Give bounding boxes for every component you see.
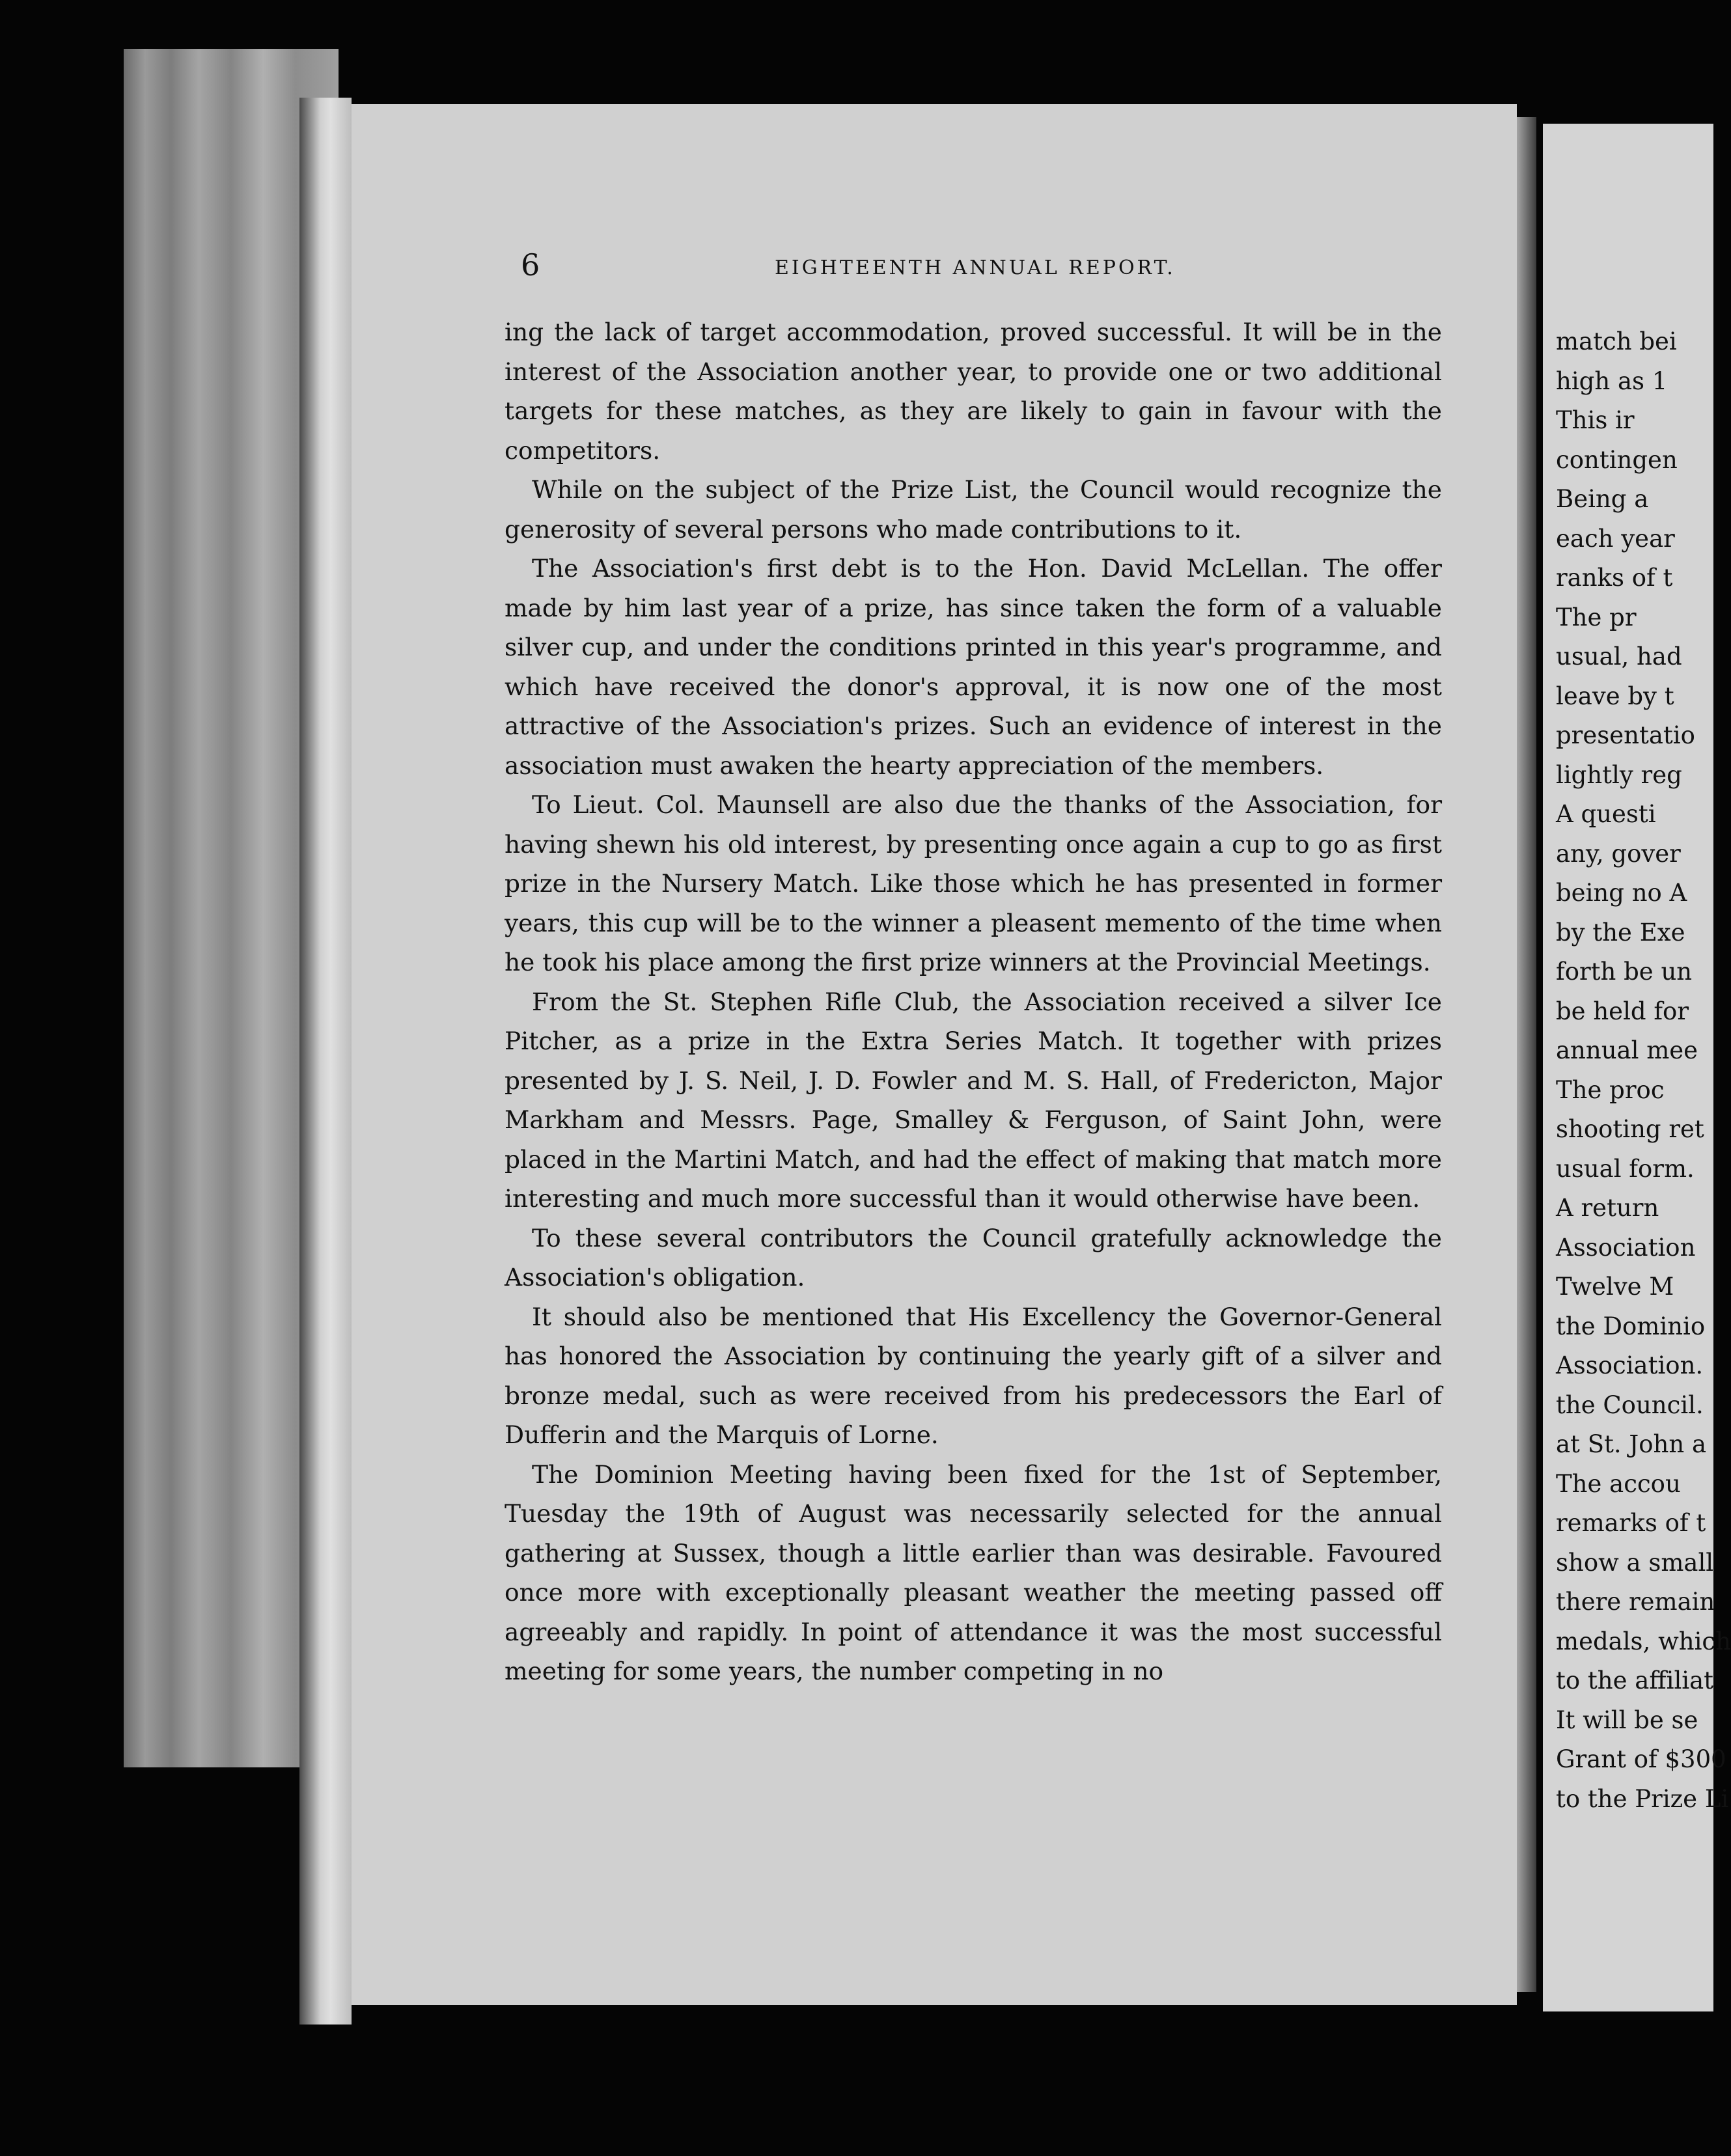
paragraph: The Dominion Meeting having been fixed for the 1st of September, Tuesday the 19th of August was necessarily selected for the annual gathering at Sussex, though a little earlier than was desirable. Favoured once more with exceptionally pleasant weather the meeting passed off agreeably and rapidly. In point of attendance it was the most successful meeting for some years, the number competing in no <box>505 1459 1442 1685</box>
right-page-line: to the affiliat <box>1556 1666 1714 1694</box>
right-page-line: A questi <box>1556 800 1656 828</box>
right-page-line: the Dominio <box>1556 1312 1706 1340</box>
right-page-line: usual form. <box>1556 1154 1695 1183</box>
right-page-line: annual mee <box>1556 1036 1698 1064</box>
right-page-line: Association <box>1556 1233 1696 1262</box>
right-page-line: This ir <box>1556 406 1635 434</box>
right-page-line: be held for <box>1556 997 1689 1025</box>
paragraph: It should also be mentioned that His Excellency the Governor-General has honored the Association by continuing the yearly gift of a silver and bronze medal, such as were received from his predecessors the Earl of Dufferin and the Marquis of Lorne. <box>505 1302 1442 1449</box>
paragraph: To these several contributors the Council gratefully acknowledge the Association's obligation. <box>505 1223 1442 1292</box>
right-page-line: match bei <box>1556 327 1677 355</box>
right-page-line: being no A <box>1556 879 1687 907</box>
right-page-line: lightly reg <box>1556 760 1682 789</box>
right-page-line: each year <box>1556 524 1675 553</box>
right-page-line: by the Exe <box>1556 918 1685 947</box>
right-page-line: The pr <box>1556 603 1637 631</box>
paragraph: The Association's first debt is to the Hon. David McLellan. The offer made by him last year of a prize, has since taken the form of a valuable silver cup, and under the conditions printed in this year's programme, and which have received the donor's approval, it is now one of the most attractive of the Association's prizes. Such an evidence of interest in the association must awaken the hearty appreciation of the members. <box>505 554 1442 780</box>
paragraph: ing the lack of target accommodation, proved successful. It will be in the interest of the Association another year, to provide one or two additional targets for these matches, as they are likely to gain in favour with the competitors. <box>505 318 1442 465</box>
right-page-fragments <box>1556 322 1731 1819</box>
paragraph: While on the subject of the Prize List, the Council would recognize the generosity of several persons who made contributions to it. <box>505 475 1442 544</box>
right-page-line: the Council. <box>1556 1390 1704 1419</box>
right-page-line: there remain <box>1556 1588 1715 1616</box>
right-page-line: Grant of $300 <box>1556 1745 1726 1773</box>
right-page-line: leave by t <box>1556 682 1674 710</box>
left-page-body <box>505 312 1442 1691</box>
paragraph: To Lieut. Col. Maunsell are also due the thanks of the Association, for having shewn his old interest, by presenting once again a cup to go as first prize in the Nursery Match. Like those which he has presented in former years, this cup will be to the winner a pleasent memento of the time when he took his place among the first prize winners at the Provincial Meetings. <box>505 790 1442 976</box>
right-page-line: contingen <box>1556 445 1678 474</box>
right-page-line: Association. <box>1556 1351 1704 1379</box>
running-head: EIGHTEENTH ANNUAL REPORT. <box>775 256 1176 279</box>
right-page-line: The proc <box>1556 1075 1665 1104</box>
page-edge-strip <box>299 98 352 2025</box>
right-page-line: shooting ret <box>1556 1115 1704 1143</box>
right-page-line: usual, had <box>1556 643 1682 670</box>
page-number: 6 <box>521 247 540 283</box>
right-page-line: remarks of t <box>1556 1509 1706 1537</box>
right-page-line: any, gover <box>1556 839 1681 868</box>
right-page-line: at St. John a <box>1556 1430 1707 1458</box>
right-page-line: It will be se <box>1556 1706 1698 1734</box>
right-page-line: Twelve M <box>1556 1273 1674 1301</box>
gutter-shadow <box>1517 117 1536 1992</box>
right-page-line: medals, which <box>1556 1627 1731 1655</box>
paragraph: From the St. Stephen Rifle Club, the Association received a silver Ice Pitcher, as a prize in the Extra Series Match. It together with prizes presented by J. S. Neil, J. D. Fowler and M. S. Hall, of Fredericton, Major Markham and Messrs. Page, Smalley & Ferguson, of Saint John, were placed in the Martini Match, and had the effect of making that match more interesting and much more successful than it would otherwise have been. <box>505 987 1442 1213</box>
page-header <box>521 247 1432 293</box>
right-page-line: Being a <box>1556 485 1649 513</box>
right-page-line: ranks of t <box>1556 564 1673 592</box>
right-page-line: high as 1 <box>1556 366 1668 395</box>
right-page-line: show a small <box>1556 1548 1714 1577</box>
right-page-line: to the Prize Li <box>1556 1784 1729 1813</box>
right-page-line: presentatio <box>1556 721 1695 749</box>
right-page-line: The accou <box>1556 1469 1681 1498</box>
right-page-line: forth be un <box>1556 958 1693 986</box>
right-page-line: A return <box>1556 1194 1659 1222</box>
